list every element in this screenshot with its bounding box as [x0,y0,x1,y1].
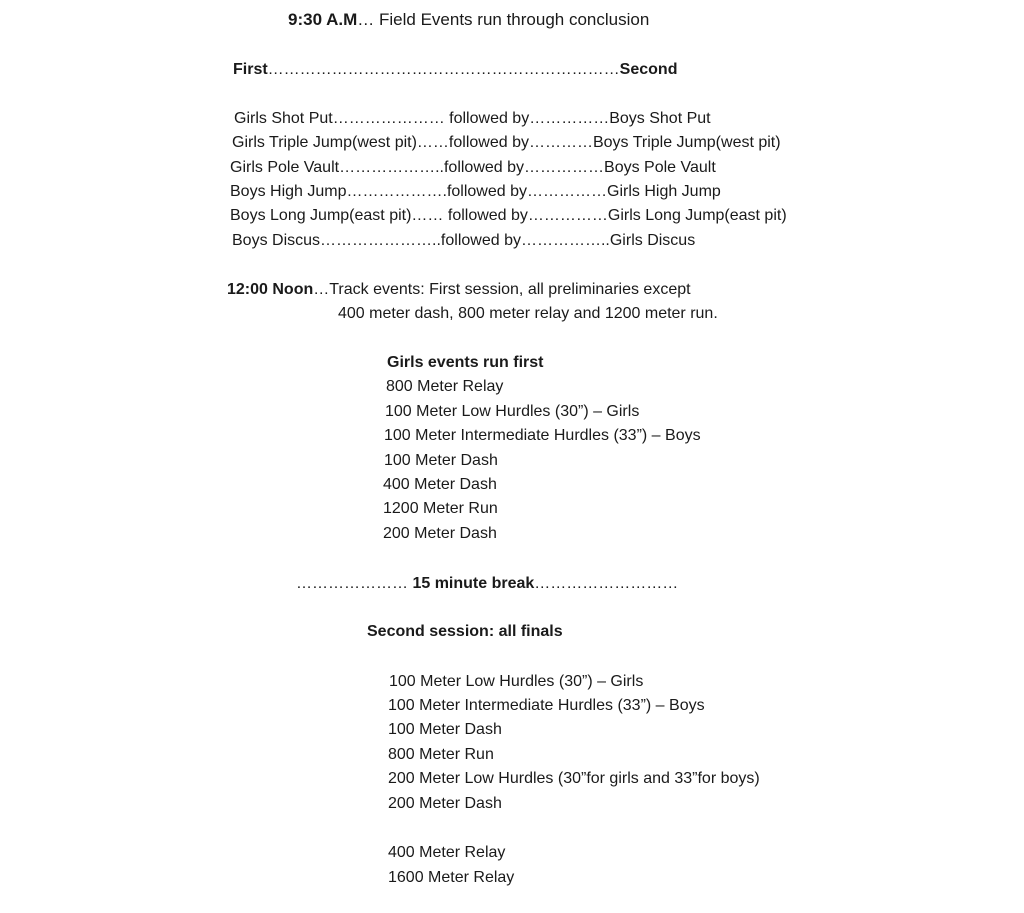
field-event-second: Girls High Jump [607,183,721,200]
field-event-row [230,206,787,226]
noon-line [227,280,691,300]
relay-event: 1600 Meter Relay [388,869,515,886]
break-label: 15 minute break [412,575,535,592]
first-session-event: 200 Meter Dash [383,525,497,542]
field-event-followed-by: followed by [446,183,527,200]
field-event-first: Boys Long Jump(east pit) [230,207,412,224]
field-event-dots: …… [411,207,448,224]
field-event-followed-by: followed by [440,232,521,249]
second-session-event: 100 Meter Intermediate Hurdles (33”) – Boys [388,697,705,714]
field-event-dots: ………………….. [320,232,441,249]
field-event-dots: …………… [527,183,607,200]
first-session-event: 100 Meter Low Hurdles (30”) – Girls [385,403,640,420]
noon-separator: … [313,281,330,298]
field-event-followed-by: followed by [448,134,529,151]
first-session-event: 800 Meter Relay [386,378,504,395]
break-line [296,574,678,594]
second-session-event: 800 Meter Run [388,746,494,763]
field-event-second: Boys Pole Vault [604,159,716,176]
noon-line-2: 400 meter dash, 800 meter relay and 1200 meter run. [338,305,718,322]
header-text: Field Events run through conclusion [379,10,650,29]
field-event-dots: …………… [527,207,608,224]
field-event-dots: ………………. [346,183,447,200]
field-event-dots: …………….. [520,232,610,249]
noon-time: 12:00 Noon [227,281,314,298]
field-event-dots: …… [416,134,449,151]
field-event-first: Girls Triple Jump(west pit) [232,134,417,151]
field-event-second: Girls Discus [609,232,696,249]
field-event-followed-by: followed by [443,159,525,176]
field-event-dots: ………… [528,134,593,151]
order-header [233,60,677,80]
field-event-dots: ……………….. [339,159,444,176]
second-session-event: 100 Meter Low Hurdles (30”) – Girls [389,673,644,690]
field-event-second: Boys Shot Put [609,110,711,127]
break-dots-left: ………………… [296,575,413,592]
field-event-second: Boys Triple Jump(west pit) [592,134,781,151]
second-session-heading: Second session: all finals [367,623,563,640]
first-session-event: 100 Meter Intermediate Hurdles (33”) – Boys [384,427,701,444]
relay-event: 400 Meter Relay [388,844,506,861]
field-event-dots: ………………… [332,110,450,127]
order-first-label: First [233,61,268,78]
header-line [288,10,649,30]
order-dots: ………………………………………………………… [267,61,620,78]
noon-line-1: Track events: First session, all preliminaries except [329,281,691,298]
field-event-dots: …………… [529,110,610,127]
field-event-first: Girls Pole Vault [230,159,340,176]
field-event-second: Girls Long Jump(east pit) [607,207,787,224]
field-event-dots: …………… [524,159,605,176]
header-time: 9:30 A.M [288,10,358,29]
field-event-row [234,109,711,129]
second-session-event: 200 Meter Low Hurdles (30”for girls and 33”for boys) [388,770,760,787]
second-session-event: 200 Meter Dash [388,795,502,812]
field-event-followed-by: followed by [449,110,530,127]
first-session-event: 100 Meter Dash [384,452,498,469]
break-dots-right: ……………………… [534,575,679,592]
field-event-first: Boys Discus [232,232,321,249]
second-session-event: 100 Meter Dash [388,721,502,738]
field-event-row [232,133,781,153]
field-event-row [230,158,716,178]
field-event-row [230,182,721,202]
order-second-label: Second [619,61,678,78]
first-session-heading: Girls events run first [387,354,544,371]
field-event-followed-by: followed by [447,207,528,224]
first-session-event: 400 Meter Dash [383,476,497,493]
field-event-row [232,231,695,251]
field-event-first: Girls Shot Put [234,110,333,127]
first-session-event: 1200 Meter Run [383,500,498,517]
header-separator: … [357,10,380,29]
field-event-first: Boys High Jump [230,183,347,200]
